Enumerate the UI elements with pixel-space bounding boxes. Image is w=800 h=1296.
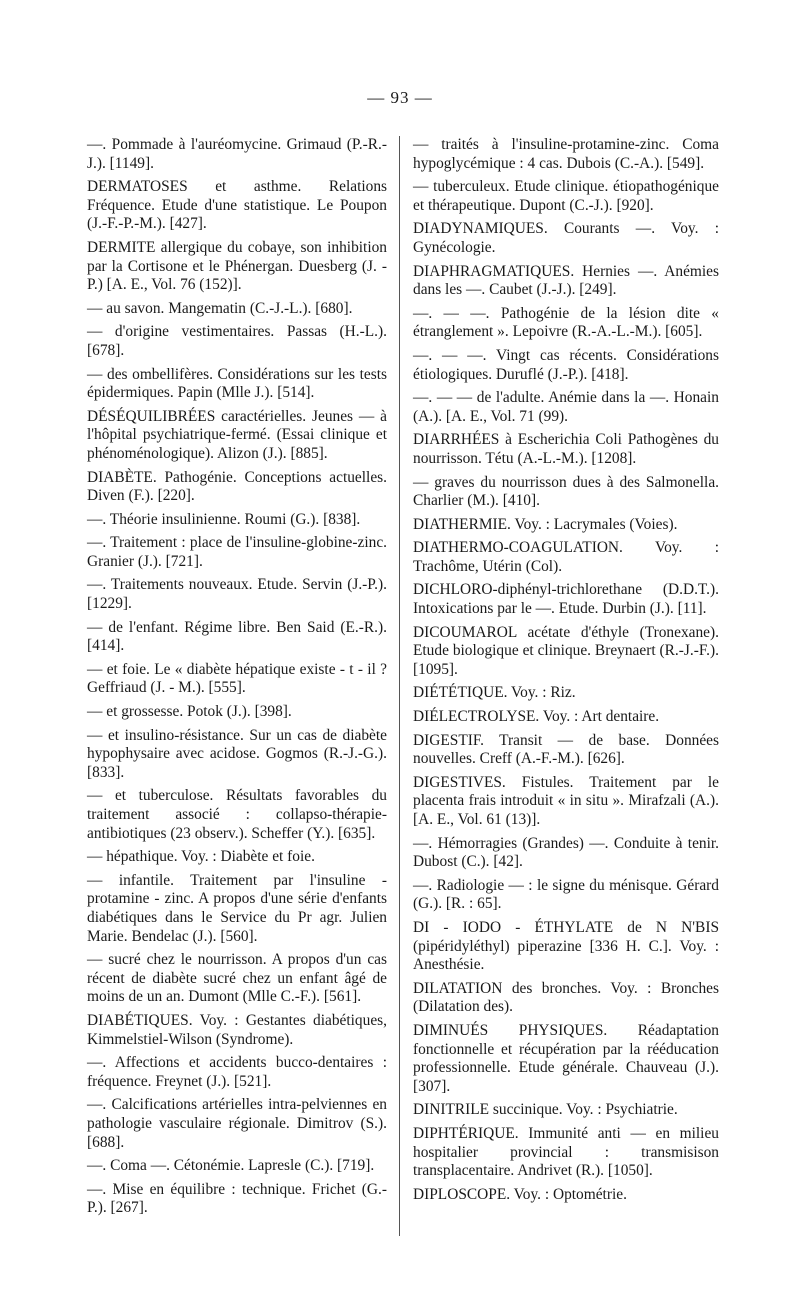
index-entry: DIATHERMO-COAGULATION. Voy. : Trachôme, Utérin (Col). (413, 539, 719, 575)
index-entry: DIÉTÉTIQUE. Voy. : Riz. (413, 684, 576, 702)
index-entry: DIPHTÉRIQUE. Immunité anti — en milieu hospitalier provincial : transmisison transplacentaire. Andrivet (R.). [1050]. (413, 1124, 719, 1180)
column-divider (399, 136, 400, 1236)
index-entry: DINITRILE succinique. Voy. : Psychiatrie. (413, 1101, 678, 1119)
index-entry: DI - IODO - ÉTHYLATE de N N'BIS (pipéridyléthyl) piperazine [336 H. C.]. Voy. : Anesthésie. (413, 918, 719, 974)
index-entry: DIMINUÉS PHYSIQUES. Réadaptation fonctionnelle et récupération par la rééducation professionnelle. Etude générale. Chauveau (J.). [307]. (413, 1021, 719, 1095)
index-entry: — et grossesse. Potok (J.). [398]. (87, 703, 292, 721)
index-entry: — et foie. Le « diabète hépatique existe - t - il ? Geffriaud (J. - M.). [555]. (87, 660, 387, 697)
index-entry: DÉSÉQUILIBRÉES caractérielles. Jeunes — à l'hôpital psychiatrique-fermé. (Essai clinique et phénoménologique). Alizon (J.). [885]. (87, 407, 387, 462)
index-entry: DIABÈTE. Pathogénie. Conceptions actuelles. Diven (F.). [220]. (87, 468, 387, 505)
index-entry: DIADYNAMIQUES. Courants —. Voy. : Gynécologie. (413, 220, 719, 256)
index-entry: —. — —. Vingt cas récents. Considérations étiologiques. Duruflé (J.-P.). [418]. (413, 346, 719, 383)
index-entry: — au savon. Mangematin (C.-J.-L.). [680]. (87, 299, 353, 317)
index-entry: — d'origine vestimentaires. Passas (H.-L.). [678]. (87, 323, 387, 359)
page-number: — 93 — (367, 88, 433, 107)
index-entry: —. Pommade à l'auréomycine. Grimaud (P.-R.-J.). [1149]. (87, 136, 387, 172)
index-entry: DIÉLECTROLYSE. Voy. : Art dentaire. (413, 708, 660, 726)
index-entry: —. Mise en équilibre : technique. Frichet (G.-P.). [267]. (87, 1180, 387, 1217)
index-entry: — et insulino-résistance. Sur un cas de diabète hypophysaire avec acidose. Gogmos (R.-J.-G.). [833]. (87, 726, 387, 781)
index-entry: — tuberculeux. Etude clinique. étiopathogénique et thérapeutique. Dupont (C.-J.). [920]. (413, 178, 719, 214)
index-entry: —. — — de l'adulte. Anémie dans la —. Honain (A.). [A. E., Vol. 71 (99). (413, 389, 719, 425)
index-entry: —. Traitement : place de l'insuline-globine-zinc. Granier (J.). [721]. (87, 534, 387, 570)
index-entry: —. — —. Pathogénie de la lésion dite « étranglement ». Lepoivre (R.-A.-L.-M.). [605]. (413, 304, 719, 341)
index-entry: DIATHERMIE. Voy. : Lacrymales (Voies). (413, 515, 678, 533)
index-entry: DIAPHRAGMATIQUES. Hernies —. Anémies dans les —. Caubet (J.-J.). [249]. (413, 262, 719, 299)
index-entry: —. Hémorragies (Grandes) —. Conduite à tenir. Dubost (C.). [42]. (413, 834, 719, 871)
index-entry: DILATATION des bronches. Voy. : Bronches (Dilatation des). (413, 979, 719, 1016)
index-entry: — des ombellifères. Considérations sur les tests épidermiques. Papin (Mlle J.). [514]. (87, 365, 387, 402)
index-entry: DICOUMAROL acétate d'éthyle (Tronexane). Etude biologique et clinique. Breynaert (R.-J.-F.). [1095]. (413, 623, 719, 678)
index-entry: DIPLOSCOPE. Voy. : Optométrie. (413, 1185, 627, 1203)
index-entry: —. Radiologie — : le signe du ménisque. Gérard (G.). [R. : 65]. (413, 876, 719, 913)
index-entry: — et tuberculose. Résultats favorables du traitement associé : collapso-thérapie-antibiotiques (23 observ.). Scheffer (Y.). [635]. (87, 787, 387, 842)
index-entry: — infantile. Traitement par l'insuline - protamine - zinc. A propos d'une série d'enfants diabétiques dans le Service du Pr agr. Julien Marie. Bendelac (J.). [560]. (87, 871, 387, 945)
index-entry: —. Coma —. Cétonémie. Lapresle (C.). [719]. (87, 1157, 375, 1175)
index-entry: — de l'enfant. Régime libre. Ben Said (E.-R.). [414]. (87, 618, 387, 655)
right-column (413, 136, 719, 1209)
index-entry: — graves du nourrisson dues à des Salmonella. Charlier (M.). [410]. (413, 473, 719, 510)
index-entry: —. Affections et accidents bucco-dentaires : fréquence. Freynet (J.). [521]. (87, 1054, 387, 1090)
index-entry: DIABÉTIQUES. Voy. : Gestantes diabétiques, Kimmelstiel-Wilson (Syndrome). (87, 1011, 387, 1048)
index-entry: DERMITE allergique du cobaye, son inhibition par la Cortisone et le Phénergan. Duesberg (J. - P.) [A. E., Vol. 76 (152)]. (87, 238, 387, 294)
index-entry: DIGESTIF. Transit — de base. Données nouvelles. Creff (A.-F.-M.). [626]. (413, 731, 719, 768)
index-entry: DIARRHÉES à Escherichia Coli Pathogènes du nourrisson. Tétu (A.-L.-M.). [1208]. (413, 431, 719, 467)
index-entry: —. Traitements nouveaux. Etude. Servin (J.-P.). [1229]. (87, 576, 387, 613)
index-entry: — traités à l'insuline-protamine-zinc. Coma hypoglycémique : 4 cas. Dubois (C.-A.). [549]. (413, 136, 719, 172)
index-entry: DERMATOSES et asthme. Relations Fréquence. Etude d'une statistique. Le Poupon (J.-F.-P.-M.). [427]. (87, 178, 387, 233)
index-entry: DIGESTIVES. Fistules. Traitement par le placenta frais introduit « in situ ». Mirafzali (A.). [A. E., Vol. 61 (13)]. (413, 773, 719, 828)
index-entry: —. Calcifications artérielles intra-pelviennes en pathologie vasculaire régionale. Dimitrov (S.). [688]. (87, 1096, 387, 1151)
index-entry: — sucré chez le nourrisson. A propos d'un cas récent de diabète sucré chez un enfant âgé de moins de un an. Dumont (Mlle C.-F.). [561]. (87, 951, 387, 1006)
index-entry: — hépathique. Voy. : Diabète et foie. (87, 848, 315, 866)
left-column (87, 136, 387, 1223)
index-entry: DICHLORO-diphényl-trichlorethane (D.D.T.). Intoxications par le —. Etude. Durbin (J.). [11]. (413, 581, 719, 618)
index-entry: —. Théorie insulinienne. Roumi (G.). [838]. (87, 510, 361, 528)
